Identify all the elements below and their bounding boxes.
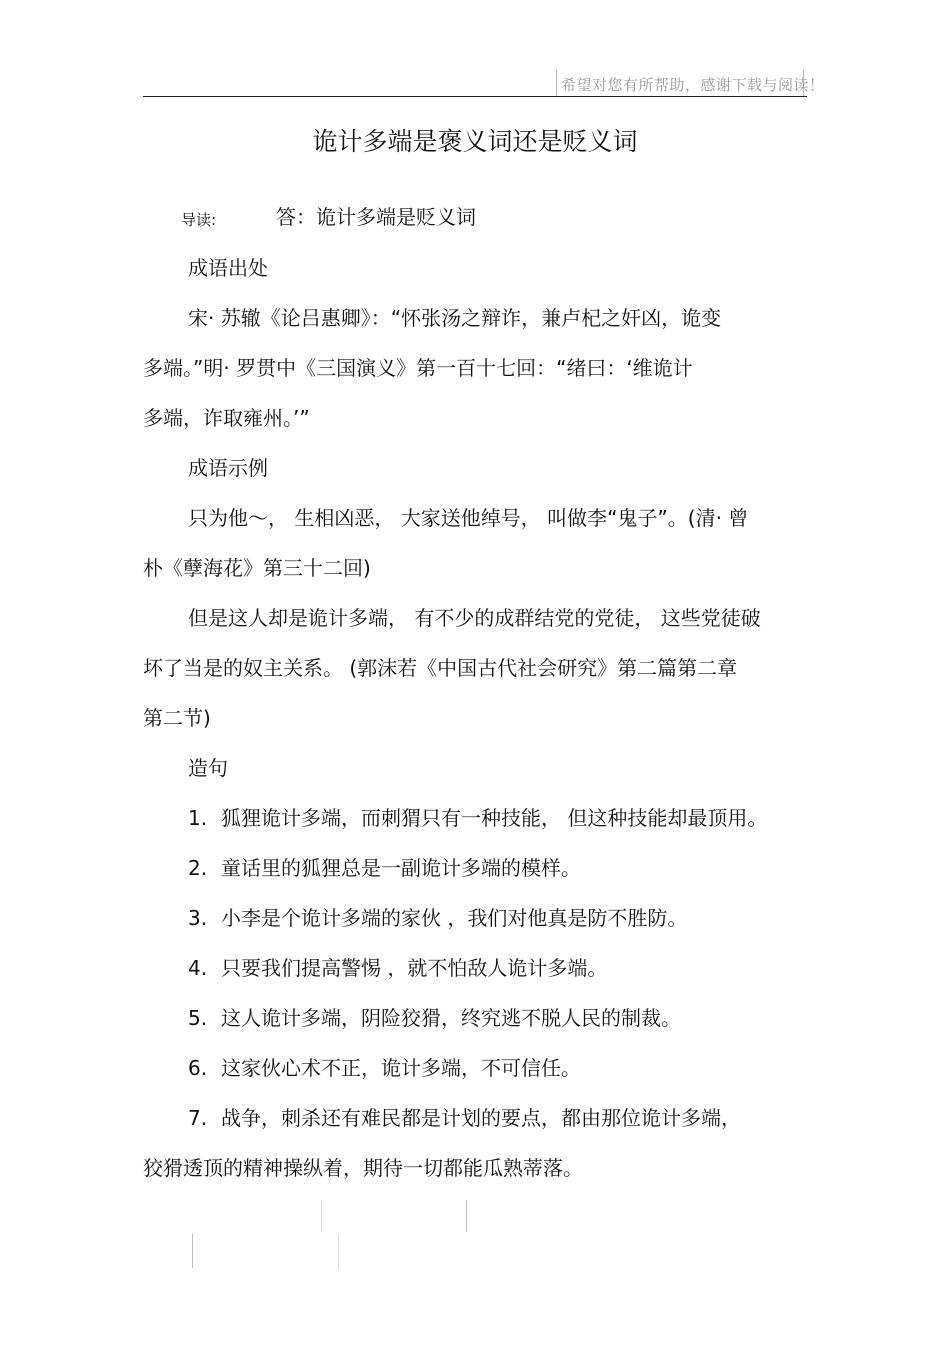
table-remnant-line [192,1234,193,1268]
sentence-number: 3. [188,906,208,930]
page-title: 诡计多端是褒义词还是贬义词 [312,127,638,156]
sentence-item-5 [188,1005,681,1031]
table-remnant-line [466,1200,467,1232]
sentence-number: 6. [188,1056,208,1080]
header-slogan: 希望对您有所帮助，感谢下载与阅读！ [561,76,825,94]
sentence-text: 这家伙心术不正，诡计多端，不可信任。 [221,1056,581,1080]
sentence-item-1 [188,805,767,831]
example1-line-1: 只为他～， 生相凶恶， 大家送他绰号， 叫做李“鬼子”。(清· 曾 [188,506,749,530]
example2-line-3: 第二节) [143,706,211,730]
example2-line-2: 坏了当是的奴主关系。 (郭沫若《中国古代社会研究》第二篇第二章 [143,656,738,680]
example-heading: 成语示例 [188,456,268,480]
example1-line-2: 朴《孽海花》第三十二回) [143,556,371,580]
lead-label-text: 导读: [181,211,217,229]
sentence-number: 5. [188,1006,208,1030]
table-remnant-line [321,1200,322,1232]
sentence-item-2 [188,855,581,881]
sentence-number: 2. [188,856,208,880]
lead-answer: 答：诡计多端是贬义词 [276,205,476,229]
sentence-item-3 [188,905,687,931]
sentence-text: 只要我们提高警惕 ，就不怕敌人诡计多端。 [221,956,608,980]
lead-label [181,205,216,233]
origin-line-1: 宋· 苏辙《论吕惠卿》：“怀张汤之辩诈，兼卢杞之奸凶，诡变 [188,306,722,330]
origin-line-2: 多端。”明· 罗贯中《三国演义》第一百十七回：“绪曰：‘维诡计 [143,356,693,380]
table-remnant-line [338,1234,339,1268]
sentence-text: 狐狸诡计多端，而刺猬只有一种技能， 但这种技能却最顶用。 [221,806,768,830]
sentence-item-6 [188,1055,581,1081]
sentence-number: 7. [188,1106,208,1130]
origin-line-3: 多端，诈取雍州。’” [143,406,310,430]
origin-heading: 成语出处 [188,256,268,280]
sentence-number: 1. [188,806,208,830]
sentence-text: 童话里的狐狸总是一副诡计多端的模样。 [221,856,581,880]
sentence-item-4 [188,955,607,981]
header-rule [143,96,807,97]
sentence-text: 小李是个诡计多端的家伙 ，我们对他真是防不胜防。 [221,906,688,930]
sentence-heading: 造句 [188,756,228,780]
sentence-text: 这人诡计多端，阴险狡猾，终究逃不脱人民的制裁。 [221,1006,681,1030]
sentence-number: 4. [188,956,208,980]
sentence-item-7-continued: 狡猾透顶的精神操纵着，期待一切都能瓜熟蒂落。 [143,1156,583,1180]
sentence-item-7 [188,1105,741,1131]
sentence-text: 战争，刺杀还有难民都是计划的要点，都由那位诡计多端， [221,1106,741,1130]
example2-line-1: 但是这人却是诡计多端， 有不少的成群结党的党徒， 这些党徒破 [188,606,761,630]
